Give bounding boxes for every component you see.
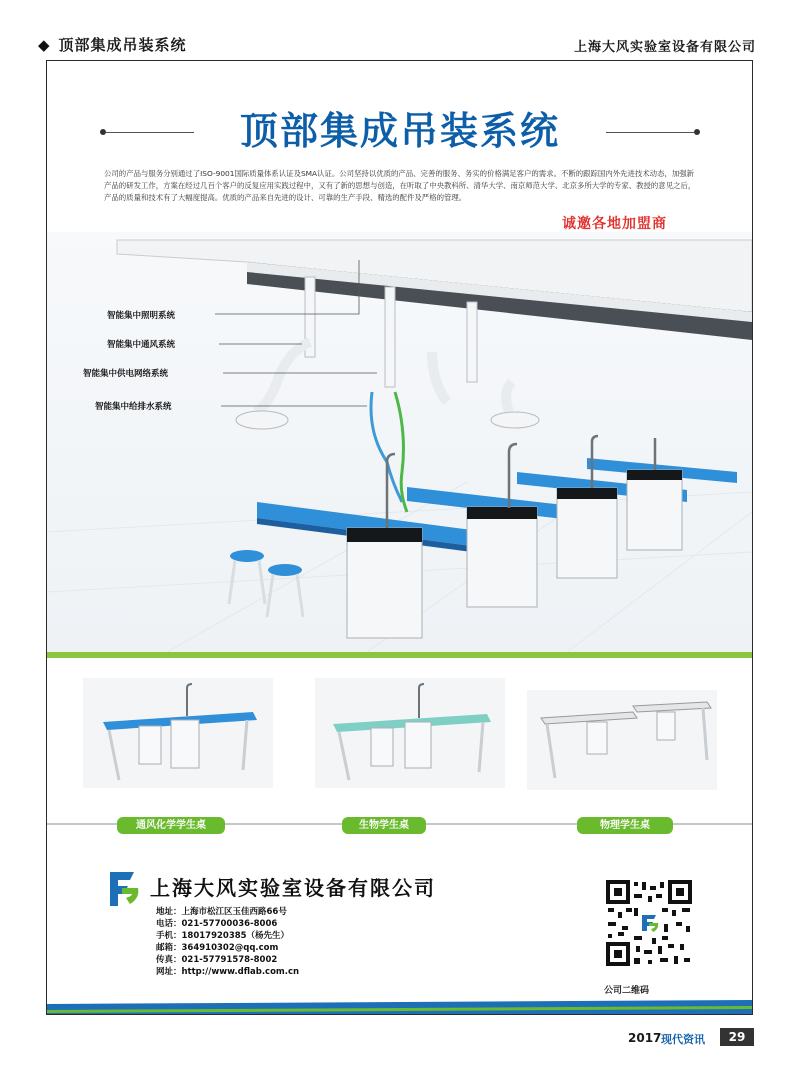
title-dot-right bbox=[694, 129, 700, 135]
phone-line: 电话：021-57700036-8006 bbox=[156, 919, 278, 929]
header-section-title bbox=[38, 34, 187, 55]
website-line: 网址：http://www.dflab.com.cn bbox=[156, 967, 300, 977]
divider-bar bbox=[47, 652, 752, 658]
slogan: 诚邀各地加盟商 bbox=[562, 216, 667, 232]
qr-code-icon bbox=[604, 878, 694, 968]
mobile-line: 手机：18017920385（杨先生） bbox=[156, 931, 290, 941]
footer-year: 2017 bbox=[628, 1031, 662, 1045]
footer-magazine: 现代资讯 bbox=[661, 1033, 705, 1046]
company-name: 上海大风实验室设备有限公司 bbox=[150, 876, 436, 900]
feature-ventilation: 智能集中通风系统 bbox=[107, 340, 176, 350]
page-number: 29 bbox=[720, 1028, 754, 1046]
products-graphic bbox=[47, 660, 752, 825]
diamond-icon: ◆ bbox=[38, 36, 51, 54]
bottom-stripe bbox=[47, 1000, 752, 1014]
product-showcase bbox=[47, 660, 752, 825]
header-title-text: 顶部集成吊装系统 bbox=[58, 36, 187, 54]
title-rule-left bbox=[106, 132, 194, 133]
email-line: 邮箱：364910302@qq.com bbox=[156, 943, 279, 953]
product-chemistry-desk-image bbox=[83, 678, 273, 788]
product-biology-desk-image bbox=[315, 678, 505, 788]
product-physics-desk-image bbox=[527, 690, 717, 790]
intro-paragraph: 公司的产品与服务分别通过了ISO-9001国际质量体系认证及SMA认证。公司坚持以优质的产品、完善的服务、务实的价格满足客户的需求。不断的跟踪国内外先进技术动态，加强新产品的研发工作，方案在经过几百个客户的反复应用实践过程中，又有了新的思想与创造，在听取了中央教科所、清华大学、南京师范大学、北京多所大学的专家、教授的意见之后，产品的质量和技术有了大幅度提高。优质的产品来自先进的设计、可靠的生产手段、精选的配件及严格的管理。 bbox=[104, 169, 696, 202]
title-block bbox=[100, 100, 700, 160]
address-line: 地址：上海市松江区玉佳西路66号 bbox=[156, 907, 287, 917]
hero-illustration bbox=[47, 232, 752, 652]
lab-scene-graphic bbox=[47, 232, 752, 652]
header-company: 上海大风实验室设备有限公司 bbox=[573, 40, 756, 55]
title-rule-right bbox=[606, 132, 694, 133]
feature-lighting: 智能集中照明系统 bbox=[107, 311, 176, 321]
fax-line: 传真：021-57791578-8002 bbox=[156, 955, 278, 965]
contact-block bbox=[156, 906, 299, 978]
company-logo-icon bbox=[104, 868, 142, 910]
tag-chemistry-desk: 通风化学学生桌 bbox=[117, 817, 225, 834]
tag-physics-desk: 物理学生桌 bbox=[577, 817, 673, 834]
feature-water: 智能集中给排水系统 bbox=[95, 402, 172, 412]
tag-biology-desk: 生物学生桌 bbox=[342, 817, 426, 834]
page-title: 顶部集成吊装系统 bbox=[239, 108, 560, 153]
feature-power-network: 智能集中供电网络系统 bbox=[83, 369, 169, 379]
qr-code-label: 公司二维码 bbox=[604, 986, 650, 996]
